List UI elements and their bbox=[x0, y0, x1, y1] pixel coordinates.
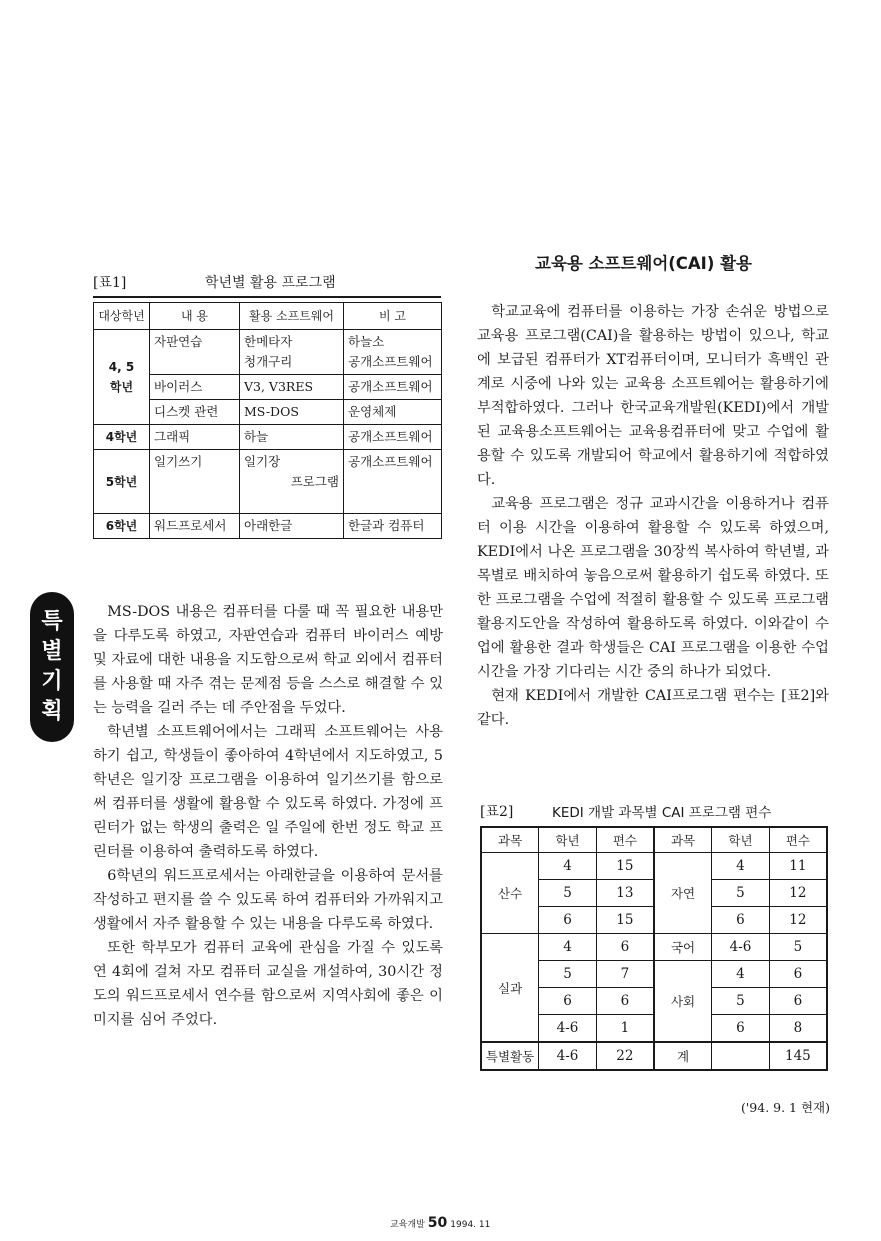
count-cell: 1 bbox=[596, 1015, 654, 1043]
table-row bbox=[481, 934, 827, 961]
count-cell: 6 bbox=[769, 988, 827, 1015]
right-column bbox=[477, 300, 829, 732]
total-label-cell: 계 bbox=[654, 1042, 712, 1070]
note-cell: 공개소프트웨어 bbox=[344, 450, 442, 514]
count-cell: 12 bbox=[769, 880, 827, 907]
software-cell: 아래한글 bbox=[240, 514, 344, 539]
table2-header: 편수 bbox=[769, 827, 827, 853]
content-cell: 바이러스 bbox=[150, 375, 240, 400]
paragraph: 6학년의 워드프로세서는 아래한글을 이용하여 문서를 작성하고 편지를 쓸 수 있도록 하여 컴퓨터와 가까워지고 생활에서 자주 활용할 수 있는 내용을 다루도록 하였다. bbox=[93, 868, 443, 932]
content-cell: 그래픽 bbox=[150, 425, 240, 450]
software-line: 일기장 bbox=[244, 454, 281, 469]
page-number: 50 bbox=[427, 1215, 448, 1231]
count-cell: 6 bbox=[596, 988, 654, 1015]
count-cell: 6 bbox=[596, 934, 654, 961]
table-row bbox=[94, 330, 442, 375]
table1 bbox=[93, 302, 442, 539]
grade-cell: 6 bbox=[712, 907, 770, 934]
grade-cell: 4, 5 학년 bbox=[94, 330, 150, 425]
subject-cell: 국어 bbox=[654, 934, 712, 961]
count-cell: 6 bbox=[769, 961, 827, 988]
content-cell: 워드프로세서 bbox=[150, 514, 240, 539]
publication-name: 교육개발 bbox=[390, 1220, 425, 1230]
grade-cell: 6학년 bbox=[94, 514, 150, 539]
grade-cell: 5 bbox=[712, 880, 770, 907]
section-tab-char: 별 bbox=[41, 639, 63, 664]
paragraph: 또한 학부모가 컴퓨터 교육에 관심을 가질 수 있도록 연 4회에 걸쳐 자모 컴퓨터 교실을 개설하여, 30시간 정도의 워드프로세서 연수를 함으로써 지역사회에 좋은 이미지를 심어 주었다. bbox=[93, 940, 443, 1028]
subject-cell: 사회 bbox=[654, 961, 712, 1043]
software-cell: 한메타자 청개구리 bbox=[240, 330, 344, 375]
table-row bbox=[481, 1042, 827, 1070]
table2-header: 편수 bbox=[596, 827, 654, 853]
content-cell: 일기쓰기 bbox=[150, 450, 240, 514]
count-cell: 11 bbox=[769, 853, 827, 880]
paragraph: 학년별 소프트웨어에서는 그래픽 소프트웨어는 사용하기 쉽고, 학생들이 좋아하여 4학년에서 지도하였고, 5학년은 일기장 프로그램을 이용하여 일기쓰기를 함으로써 컴퓨터를 생활에 활용할 수 있도록 하였다. 가정에 프린터가 없는 학생의 출력은 일 주일에 한번 정도 학교 프린터를 이용하여 출력하도록 하였다. bbox=[93, 724, 443, 860]
software-cell: MS-DOS bbox=[240, 400, 344, 425]
grade-cell: 4학년 bbox=[94, 425, 150, 450]
table2-header: 학년 bbox=[712, 827, 770, 853]
table1-header: 내 용 bbox=[150, 303, 240, 330]
grade-cell: 6 bbox=[712, 1015, 770, 1043]
table2 bbox=[480, 826, 828, 1071]
software-line: 프로그램 bbox=[290, 474, 339, 489]
note-cell: 한글과 컴퓨터 bbox=[344, 514, 442, 539]
paragraph: MS-DOS 내용은 컴퓨터를 다룰 때 꼭 필요한 내용만을 다루도록 하였고, 자판연습과 컴퓨터 바이러스 예방 및 자료에 대한 내용을 지도함으로써 학교 외에서 컴퓨터를 사용할 때 자주 겪는 문제점 등을 스스로 해결할 수 있는 능력을 길러 주는 데 주안점을 두었다. bbox=[93, 604, 443, 716]
grade-cell: 5 bbox=[539, 961, 597, 988]
table2-note: ('94. 9. 1 현재) bbox=[740, 1100, 830, 1115]
section-tab-char: 특 bbox=[41, 609, 63, 634]
grade-cell: 5 bbox=[539, 880, 597, 907]
grade-cell: 6 bbox=[539, 988, 597, 1015]
note-cell: 운영체제 bbox=[344, 400, 442, 425]
section-tab-char: 획 bbox=[41, 699, 63, 724]
grade-cell: 6 bbox=[539, 907, 597, 934]
table2-header: 과목 bbox=[654, 827, 712, 853]
section-tab-char: 기 bbox=[41, 669, 63, 694]
count-cell: 8 bbox=[769, 1015, 827, 1043]
grade-cell: 4-6 bbox=[712, 934, 770, 961]
grade-cell: 5 bbox=[712, 988, 770, 1015]
table2-header: 과목 bbox=[481, 827, 539, 853]
table1-header: 대상학년 bbox=[94, 303, 150, 330]
subject-cell: 자연 bbox=[654, 853, 712, 934]
table2-header: 학년 bbox=[539, 827, 597, 853]
subject-cell: 특별활동 bbox=[481, 1042, 539, 1070]
grade-cell: 4-6 bbox=[539, 1015, 597, 1043]
table1-top-rule bbox=[93, 296, 441, 298]
paragraph: 현재 KEDI에서 개발한 CAI프로그램 편수는 [표2]와 같다. bbox=[477, 688, 829, 728]
subject-cell: 실과 bbox=[481, 934, 539, 1043]
count-cell: 7 bbox=[596, 961, 654, 988]
table1-header-row bbox=[94, 303, 442, 330]
grade-cell: 4 bbox=[539, 934, 597, 961]
grade-cell: 5학년 bbox=[94, 450, 150, 514]
table1-title: 학년별 활용 프로그램 bbox=[205, 275, 336, 291]
issue-date: 1994. 11 bbox=[450, 1220, 491, 1230]
note-cell: 하늘소 공개소프트웨어 bbox=[344, 330, 442, 375]
table-row bbox=[94, 450, 442, 514]
section-tab bbox=[30, 592, 74, 742]
content-cell: 자판연습 bbox=[150, 330, 240, 375]
count-cell: 13 bbox=[596, 880, 654, 907]
table2-caption bbox=[480, 801, 830, 823]
grade-cell: 4 bbox=[712, 853, 770, 880]
page-footer bbox=[390, 1212, 540, 1231]
software-cell: 하늘 bbox=[240, 425, 344, 450]
table1-header: 비 고 bbox=[344, 303, 442, 330]
count-cell: 15 bbox=[596, 853, 654, 880]
count-cell: 15 bbox=[596, 907, 654, 934]
table-row bbox=[94, 514, 442, 539]
grade-cell: 4 bbox=[539, 853, 597, 880]
table2-label: [표2] bbox=[480, 804, 514, 820]
left-column bbox=[93, 600, 443, 1032]
total-count-cell: 145 bbox=[769, 1042, 827, 1070]
note-cell: 공개소프트웨어 bbox=[344, 375, 442, 400]
table2-title: KEDI 개발 과목별 CAI 프로그램 편수 bbox=[552, 805, 772, 821]
paragraph: 교육용 프로그램은 정규 교과시간을 이용하거나 컴퓨터 이용 시간을 이용하여 활용할 수 있도록 하였으며, KEDI에서 나온 프로그램을 30장씩 복사하여 학년별, 과목별로 배치하여 놓음으로써 활용하기 쉽도록 하였다. 또한 프로그램을 수업에 적절히 활용할 수 있도록 프로그램 활용지도안을 작성하여 활용하도록 하였다. 이와같이 수업에 활용한 결과 학생들은 CAI 프로그램을 이용한 수업시간을 가장 기다리는 시간 중의 하나가 되었다. bbox=[477, 496, 829, 680]
subject-cell: 산수 bbox=[481, 853, 539, 934]
software-cell bbox=[240, 450, 344, 514]
content-cell: 디스켓 관련 bbox=[150, 400, 240, 425]
note-cell: 공개소프트웨어 bbox=[344, 425, 442, 450]
table1-label: [표1] bbox=[93, 275, 127, 291]
section-heading: 교육용 소프트웨어(CAI) 활용 bbox=[535, 254, 752, 273]
table2-header-row bbox=[481, 827, 827, 853]
count-cell: 12 bbox=[769, 907, 827, 934]
paragraph: 학교교육에 컴퓨터를 이용하는 가장 손쉬운 방법으로 교육용 프로그램(CAI)을 활용하는 방법이 있으나, 학교에 보급된 컴퓨터가 XT컴퓨터이며, 모니터가 흑백인 관계로 시중에 나와 있는 교육용 소프트웨어는 활용하기에 부적합하였다. 그러나 한국교육개발원(KEDI)에서 개발된 교육용소프트웨어는 교육용컴퓨터에 맞고 수업에 활용할 수 있도록 개발되어 학교에서 활용하기에 적합하였다. bbox=[477, 304, 829, 488]
count-cell: 22 bbox=[596, 1042, 654, 1070]
grade-cell: 4-6 bbox=[539, 1042, 597, 1070]
table1-header: 활용 소프트웨어 bbox=[240, 303, 344, 330]
grade-cell bbox=[712, 1042, 770, 1070]
table1-caption bbox=[93, 272, 443, 294]
count-cell: 5 bbox=[769, 934, 827, 961]
table-row bbox=[481, 853, 827, 880]
table-row bbox=[94, 425, 442, 450]
grade-cell: 4 bbox=[712, 961, 770, 988]
software-cell: V3, V3RES bbox=[240, 375, 344, 400]
